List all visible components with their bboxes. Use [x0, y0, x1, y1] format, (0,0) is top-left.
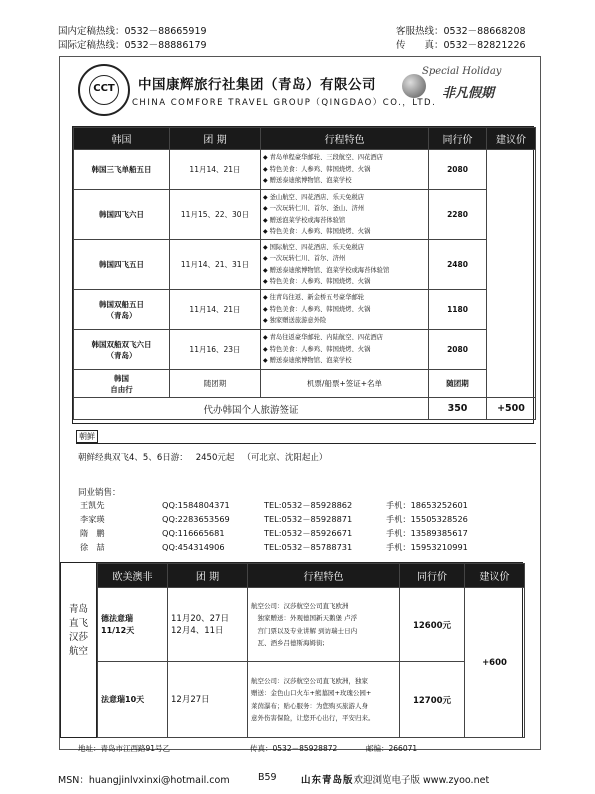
header-suggest-price: 建议价: [465, 564, 525, 588]
header-korea: 韩国: [74, 128, 170, 150]
tour-dates: 随团期: [170, 370, 261, 398]
europe-table: [96, 562, 523, 738]
header-trade-price: 同行价: [400, 564, 465, 588]
globe-icon: [402, 74, 426, 98]
logo-text: CCT: [93, 83, 115, 94]
tour-features: ◆ 青岛单程豪华邮轮、三段航空、四花酒店 ◆ 特色美食：人参鸡、韩国烧烤、火锅 ◆ 赠送泰迪熊博物馆、泡菜学校: [261, 150, 429, 190]
header-features: 行程特色: [248, 564, 400, 588]
trade-price: 12700元: [400, 662, 465, 738]
company-name-cn: 中国康辉旅行社集团（青岛）有限公司: [138, 77, 376, 93]
msn: MSN：huangjinlvxinxi@hotmail.com: [58, 775, 230, 786]
tour-dates: 11月20、27日 12月4、11日: [168, 588, 248, 662]
service-hotline: 客服热线：0532－88668208: [396, 26, 526, 37]
header-dates: 团 期: [168, 564, 248, 588]
trade-price: 2080: [429, 150, 487, 190]
tour-features: ◆ 往青岛往返、新金桥五号豪华邮轮 ◆ 特色美食：人参鸡、韩国烧烤、火锅 ◆ 独家赠送旅游意外险: [261, 290, 429, 330]
visa-suggest: +500: [487, 398, 536, 420]
company-name-en: CHINA COMFORE TRAVEL GROUP（QINGDAO）CO.，LTD.: [132, 98, 437, 108]
tour-name: 韩国三飞单船五日: [74, 150, 170, 190]
footer-fax: 传真：0532－85928872: [250, 744, 338, 753]
europe-header-row: [98, 564, 525, 588]
table-row: [74, 370, 536, 398]
trade-price: 2280: [429, 190, 487, 240]
visa-price: 350: [429, 398, 487, 420]
special-holiday-logo: [396, 66, 526, 108]
suggest-price: +600: [465, 588, 525, 738]
list-item: 徐 喆 QQ:454314906 TEL:0532－85788731 手机：15953210991: [80, 542, 468, 552]
trade-price: 1180: [429, 290, 487, 330]
list-item: 隋 鹏 QQ:116665681 TEL:0532－85926671 手机：13589385617: [80, 528, 468, 538]
tour-features: 机票/船票+签证+名单: [261, 370, 429, 398]
table-row: [98, 662, 525, 738]
special-holiday-en: Special Holiday: [422, 66, 502, 77]
chaoxian-name: 朝鲜经典双飞4、5、6日游：: [78, 453, 188, 463]
special-holiday-cn: 非凡假期: [442, 86, 495, 101]
tour-features: ◆ 国际航空、四花酒店、乐天免税店 ◆ 一次玩转仁川、首尔、济州 ◆ 赠送泰迪熊博物馆、泡菜学校或海苔体验馆 ◆ 特色美食：人参鸡、韩国烧烤、火锅: [261, 240, 429, 290]
table-row: [98, 588, 525, 662]
list-item: 王凯先 QQ:1584804371 TEL:0532－85928862 手机：18653252601: [80, 500, 468, 510]
trade-price: 2080: [429, 330, 487, 370]
chaoxian-price: 2450元起: [195, 453, 235, 463]
tour-features: ◆ 釜山航空、四花酒店、乐天免税店 ◆ 一次玩转仁川、首尔、釜山、济州 ◆ 赠送泡菜学校或海苔体验馆 ◆ 特色美食：人参鸡、韩国烧烤、火锅: [261, 190, 429, 240]
tour-dates: 11月14、21日: [170, 150, 261, 190]
trade-price: 随团期: [429, 370, 487, 398]
header-trade-price: 同行价: [429, 128, 487, 150]
tour-name: 法意瑞10天: [98, 662, 168, 738]
chaoxian-divider: [76, 443, 536, 444]
table-row: [74, 290, 536, 330]
international-hotline: 国际定稿热线：0532－88886179: [58, 40, 207, 51]
korea-table: [72, 126, 534, 424]
address: 地址：青岛市江西路91号乙: [78, 744, 171, 753]
domestic-hotline: 国内定稿热线：0532－88665919: [58, 26, 207, 37]
bottom-line: [58, 772, 540, 786]
header-region: 欧美澳非: [98, 564, 168, 588]
visa-label: 代办韩国个人旅游签证: [74, 398, 429, 420]
europe-side-label: 青岛 直飞 汉莎 航空: [60, 562, 97, 738]
postcode: 邮编：266071: [366, 744, 418, 753]
tour-features: 航空公司：汉莎航空公司直飞欧洲 独家赠送：外观德国新天鹅堡 卢浮 宫门票以及专业讲解 到访瑞士日内 瓦、酒乡吕德斯海姆街;: [248, 588, 400, 662]
table-row: [74, 150, 536, 190]
table-row: [74, 190, 536, 240]
tour-dates: 11月14、21、31日: [170, 240, 261, 290]
tour-dates: 12月27日: [168, 662, 248, 738]
tour-name: 韩国双船五日 （青岛）: [74, 290, 170, 330]
list-item: 李家瑛 QQ:2283653569 TEL:0532－85928871 手机：15505328526: [80, 514, 468, 524]
table-row: [74, 330, 536, 370]
table-row: [74, 240, 536, 290]
tour-dates: 11月14、21日: [170, 290, 261, 330]
chaoxian-note: （可北京、沈阳起止）: [242, 453, 328, 463]
slogan: 山东青岛版欢迎浏览电子版 www.zyoo.net: [301, 775, 490, 786]
tour-features: ◆ 青岛往返豪华邮轮、内陆航空、四花酒店 ◆ 特色美食：人参鸡、韩国烧烤、火锅 ◆ 赠送泰迪熊博物馆、泡菜学校: [261, 330, 429, 370]
tour-name: 德法意瑞 11/12天: [98, 588, 168, 662]
trade-price: 12600元: [400, 588, 465, 662]
header-features: 行程特色: [261, 128, 429, 150]
visa-row: [74, 398, 536, 420]
page-number: B59: [258, 772, 277, 783]
tour-name: 韩国 自由行: [74, 370, 170, 398]
sales-title: 同业销售：: [78, 488, 121, 498]
tour-features: 航空公司：汉莎航空公司直飞欧洲，独家 赠送：金色山口火车+熊墓园+玫瑰公园+ 莱茵瀑布；贴心服务：为您购买旅游人身 意外伤害保险，让您开心出行，平安归来。: [248, 662, 400, 738]
tour-dates: 11月15、22、30日: [170, 190, 261, 240]
tour-name: 韩国四飞六日: [74, 190, 170, 240]
suggest-empty: [487, 150, 536, 398]
hotlines: [58, 25, 540, 53]
trade-price: 2480: [429, 240, 487, 290]
header-dates: 团 期: [170, 128, 261, 150]
cct-logo-icon: [78, 64, 130, 116]
tour-name: 韩国四飞五日: [74, 240, 170, 290]
fax-hotline: 传 真：0532－82821226: [396, 40, 526, 51]
tour-name: 韩国双船双飞六日 （青岛）: [74, 330, 170, 370]
header-suggest-price: 建议价: [487, 128, 536, 150]
korea-header-row: [74, 128, 536, 150]
tour-dates: 11月16、23日: [170, 330, 261, 370]
chaoxian-tour: [78, 451, 335, 463]
chaoxian-tag: 朝鲜: [76, 430, 98, 443]
